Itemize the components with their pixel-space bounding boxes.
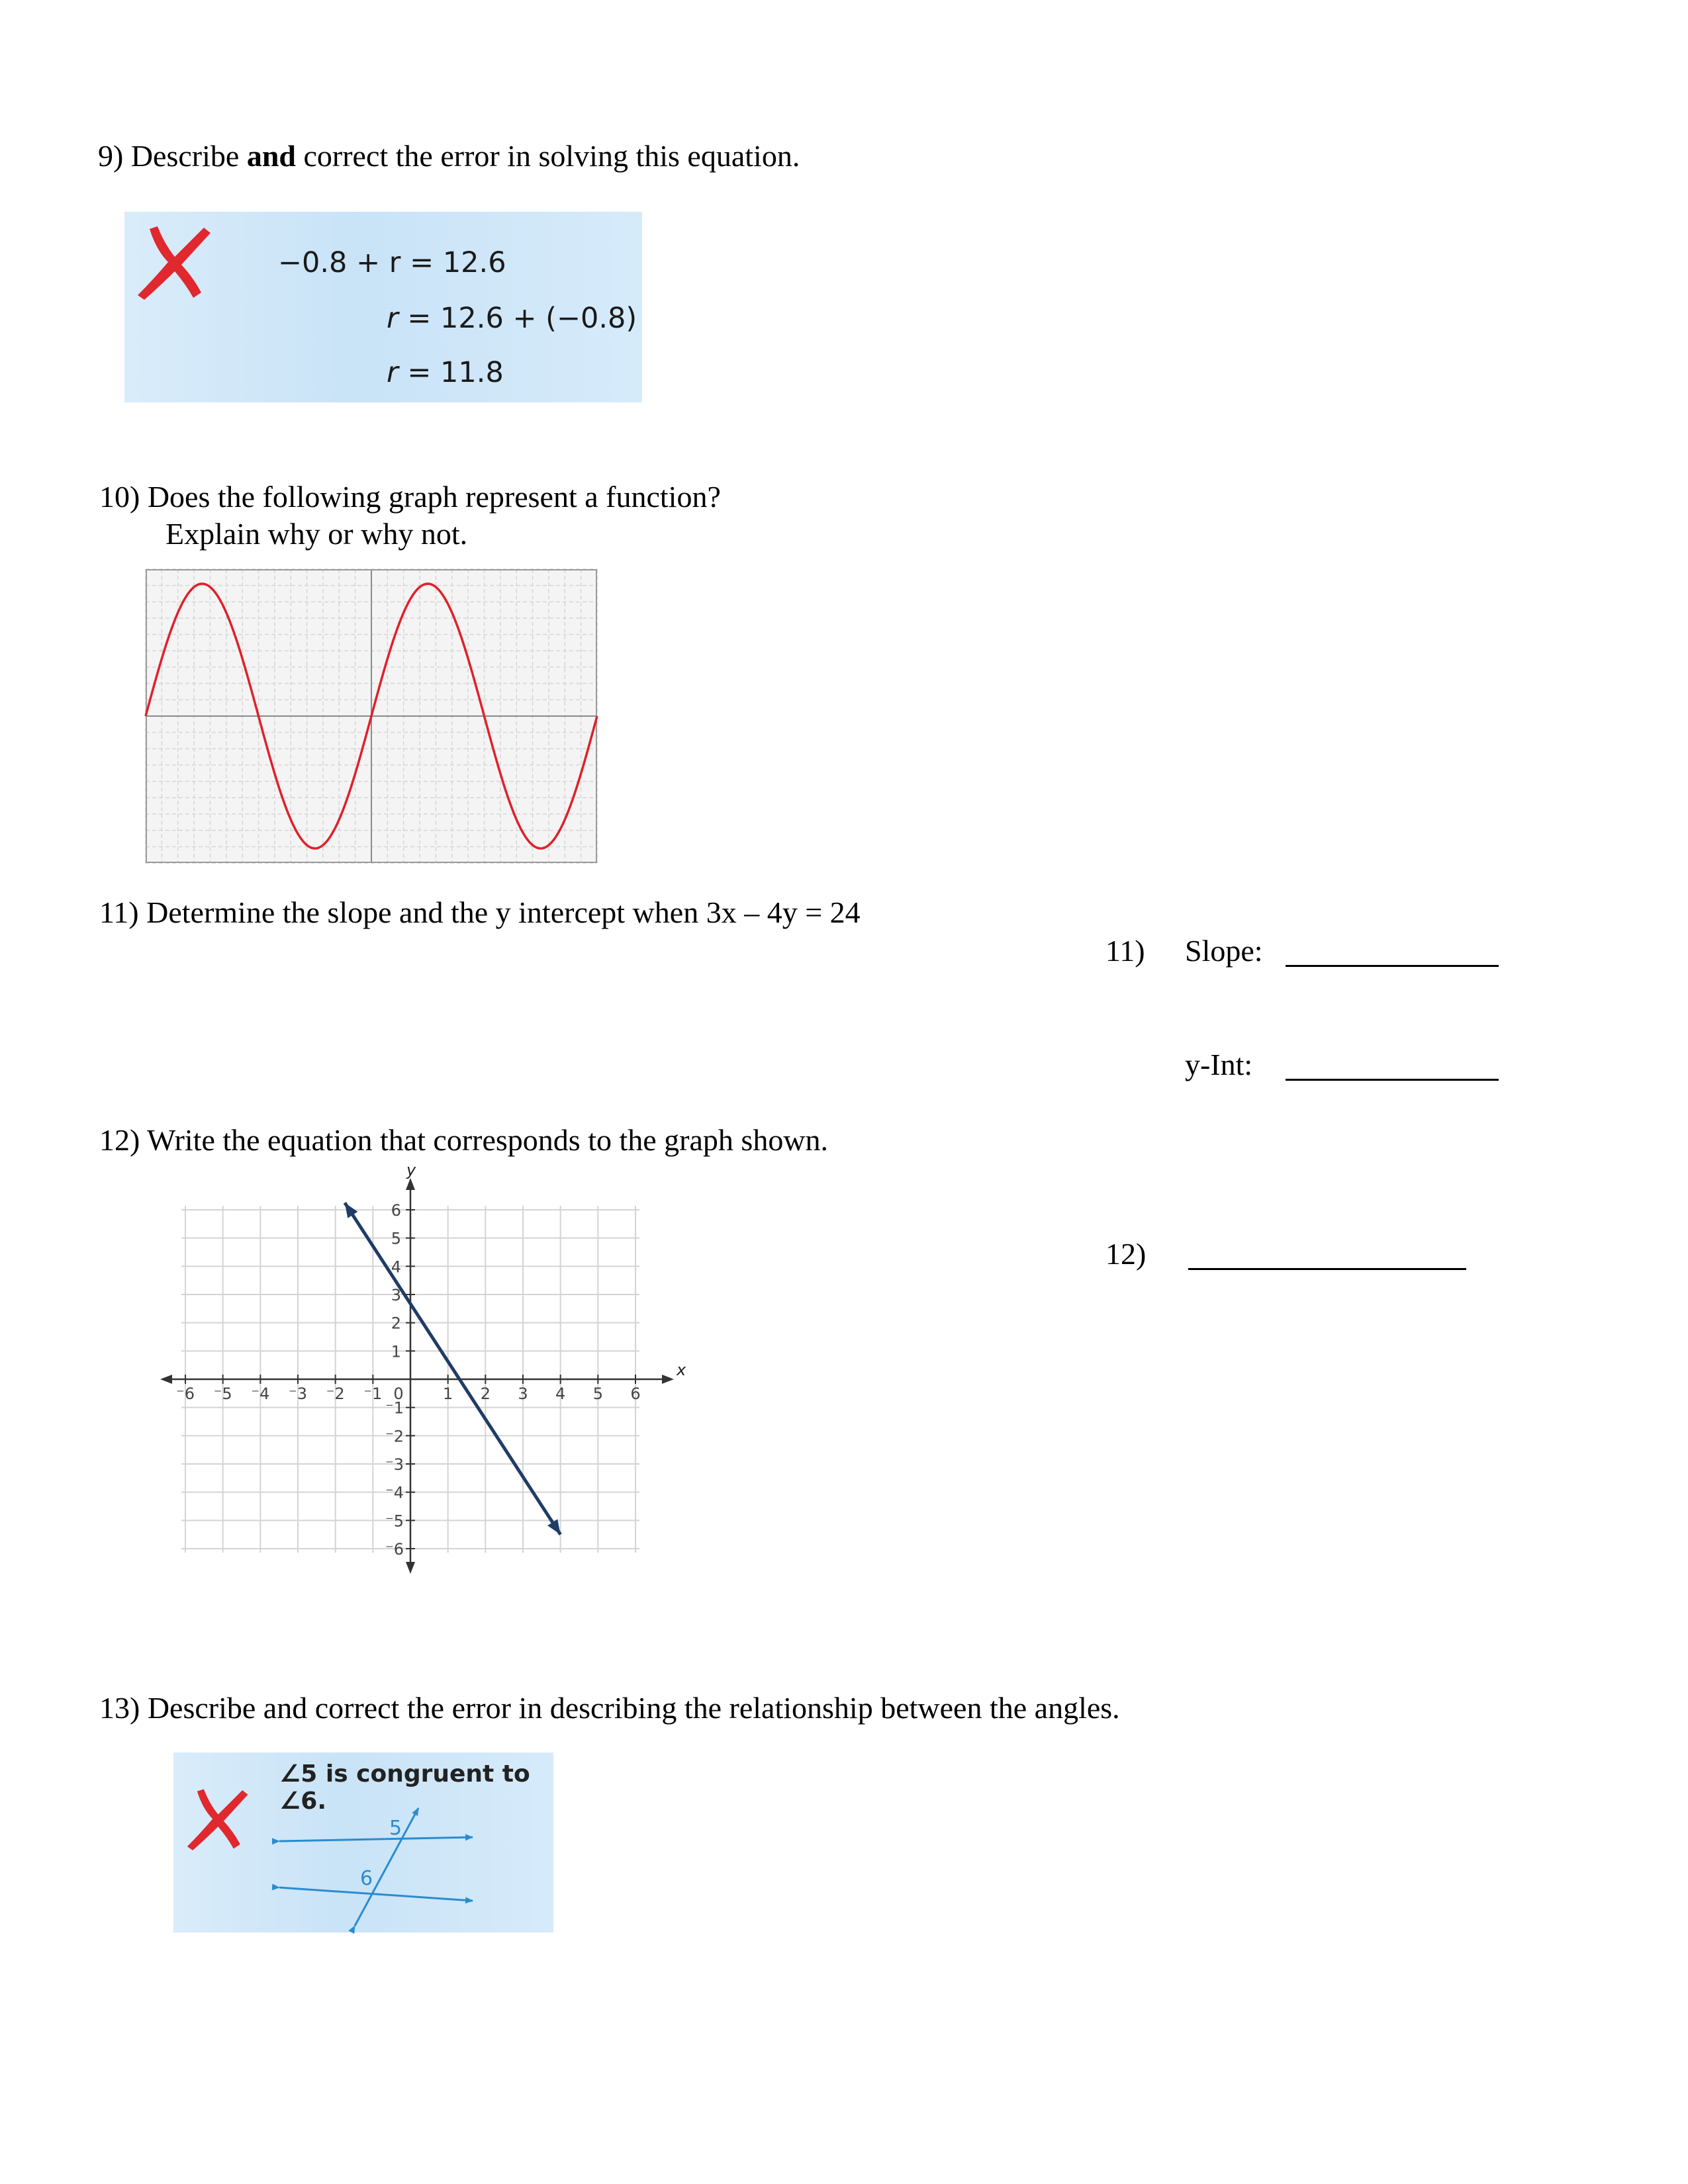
y-tick-label: 2 <box>391 1314 401 1333</box>
x-tick-label: 6 <box>630 1385 641 1403</box>
q9-step-2: r = 12.6 + (−0.8) <box>387 302 637 335</box>
x-tick-label: 0 <box>393 1385 404 1403</box>
x-tick-label: ⁻3 <box>289 1385 307 1403</box>
q11-prompt: 11) Determine the slope and the y intercept when 3x – 4y = 24 <box>99 895 861 929</box>
q13-angle-diagram <box>173 1752 553 1933</box>
q9-step-1: −0.8 + r = 12.6 <box>278 246 506 279</box>
y-axis-arrow-up <box>406 1178 415 1190</box>
x-tick-label: ⁻5 <box>213 1385 232 1403</box>
q10-prompt-line2: Explain why or why not. <box>165 517 468 551</box>
y-tick-label: 5 <box>391 1229 401 1248</box>
q13-statement: ∠5 is congruent to ∠6. <box>279 1760 530 1815</box>
q11-slope-answer-line[interactable] <box>1286 938 1499 967</box>
x-tick-label: ⁻4 <box>251 1385 270 1403</box>
y-tick-label: ⁻3 <box>385 1455 404 1474</box>
x-tick-label: 3 <box>518 1385 528 1403</box>
parallel-line-top <box>279 1837 473 1841</box>
y-tick-label: ⁻6 <box>385 1540 404 1559</box>
y-tick-label: ⁻1 <box>385 1398 404 1418</box>
x-tick-label: 4 <box>555 1385 566 1403</box>
y-tick-label: ⁻4 <box>385 1483 404 1502</box>
q9-number: 9) <box>98 139 124 173</box>
y-tick-label: ⁻5 <box>385 1512 404 1531</box>
q9-text-after: correct the error in solving this equation. <box>303 139 800 173</box>
x-axis-label: x <box>677 1361 686 1379</box>
x-tick-label: 2 <box>480 1385 491 1403</box>
y-tick-label: 4 <box>391 1257 401 1277</box>
red-x-icon <box>130 224 216 303</box>
x-tick-label: 5 <box>592 1385 603 1403</box>
graph-line-arrow-end <box>547 1519 561 1534</box>
q13-prompt: 13) Describe and correct the error in describing the relationship between the angles. <box>99 1691 1120 1725</box>
q12-answer-line[interactable] <box>1188 1242 1466 1270</box>
y-tick-label: 1 <box>391 1342 401 1361</box>
q12-prompt: 12) Write the equation that corresponds to the graph shown. <box>99 1123 829 1157</box>
x-tick-label: ⁻1 <box>363 1385 383 1403</box>
angle-label-5: 5 <box>389 1817 402 1840</box>
q11-answer-number: 11) <box>1105 934 1145 968</box>
y-tick-label: ⁻2 <box>385 1427 404 1446</box>
q9-text-bold: and <box>246 139 296 173</box>
graph-line <box>345 1203 561 1534</box>
q11-yint-answer-line[interactable] <box>1286 1052 1499 1081</box>
q9-text-before: Describe <box>130 139 240 173</box>
q9-error-panel <box>124 212 642 402</box>
q12-answer-number: 12) <box>1105 1237 1147 1271</box>
graph-line-arrow-start <box>345 1203 358 1218</box>
parallel-line-bottom <box>279 1888 473 1901</box>
q9-prompt <box>98 137 800 175</box>
y-axis-label: y <box>406 1161 416 1179</box>
q9-step-3: r = 11.8 <box>387 356 504 389</box>
q10-prompt-line1: 10) Does the following graph represent a function? <box>99 480 721 514</box>
y-tick-label: 6 <box>391 1201 401 1220</box>
q11-yint-label: y-Int: <box>1185 1048 1253 1081</box>
q12-line-graph <box>152 1161 686 1562</box>
x-axis-arrow-left <box>160 1375 172 1384</box>
y-axis-arrow-down <box>406 1562 415 1574</box>
x-tick-label: ⁻6 <box>176 1385 195 1403</box>
x-axis-arrow-right <box>662 1375 674 1384</box>
q11-slope-label: Slope: <box>1185 934 1263 968</box>
x-tick-label: ⁻2 <box>326 1385 345 1403</box>
q13-error-panel <box>173 1752 553 1933</box>
angle-label-6: 6 <box>360 1867 373 1890</box>
x-tick-label: 1 <box>443 1385 453 1403</box>
q10-sine-graph <box>146 569 597 863</box>
y-tick-label: 3 <box>391 1286 401 1304</box>
